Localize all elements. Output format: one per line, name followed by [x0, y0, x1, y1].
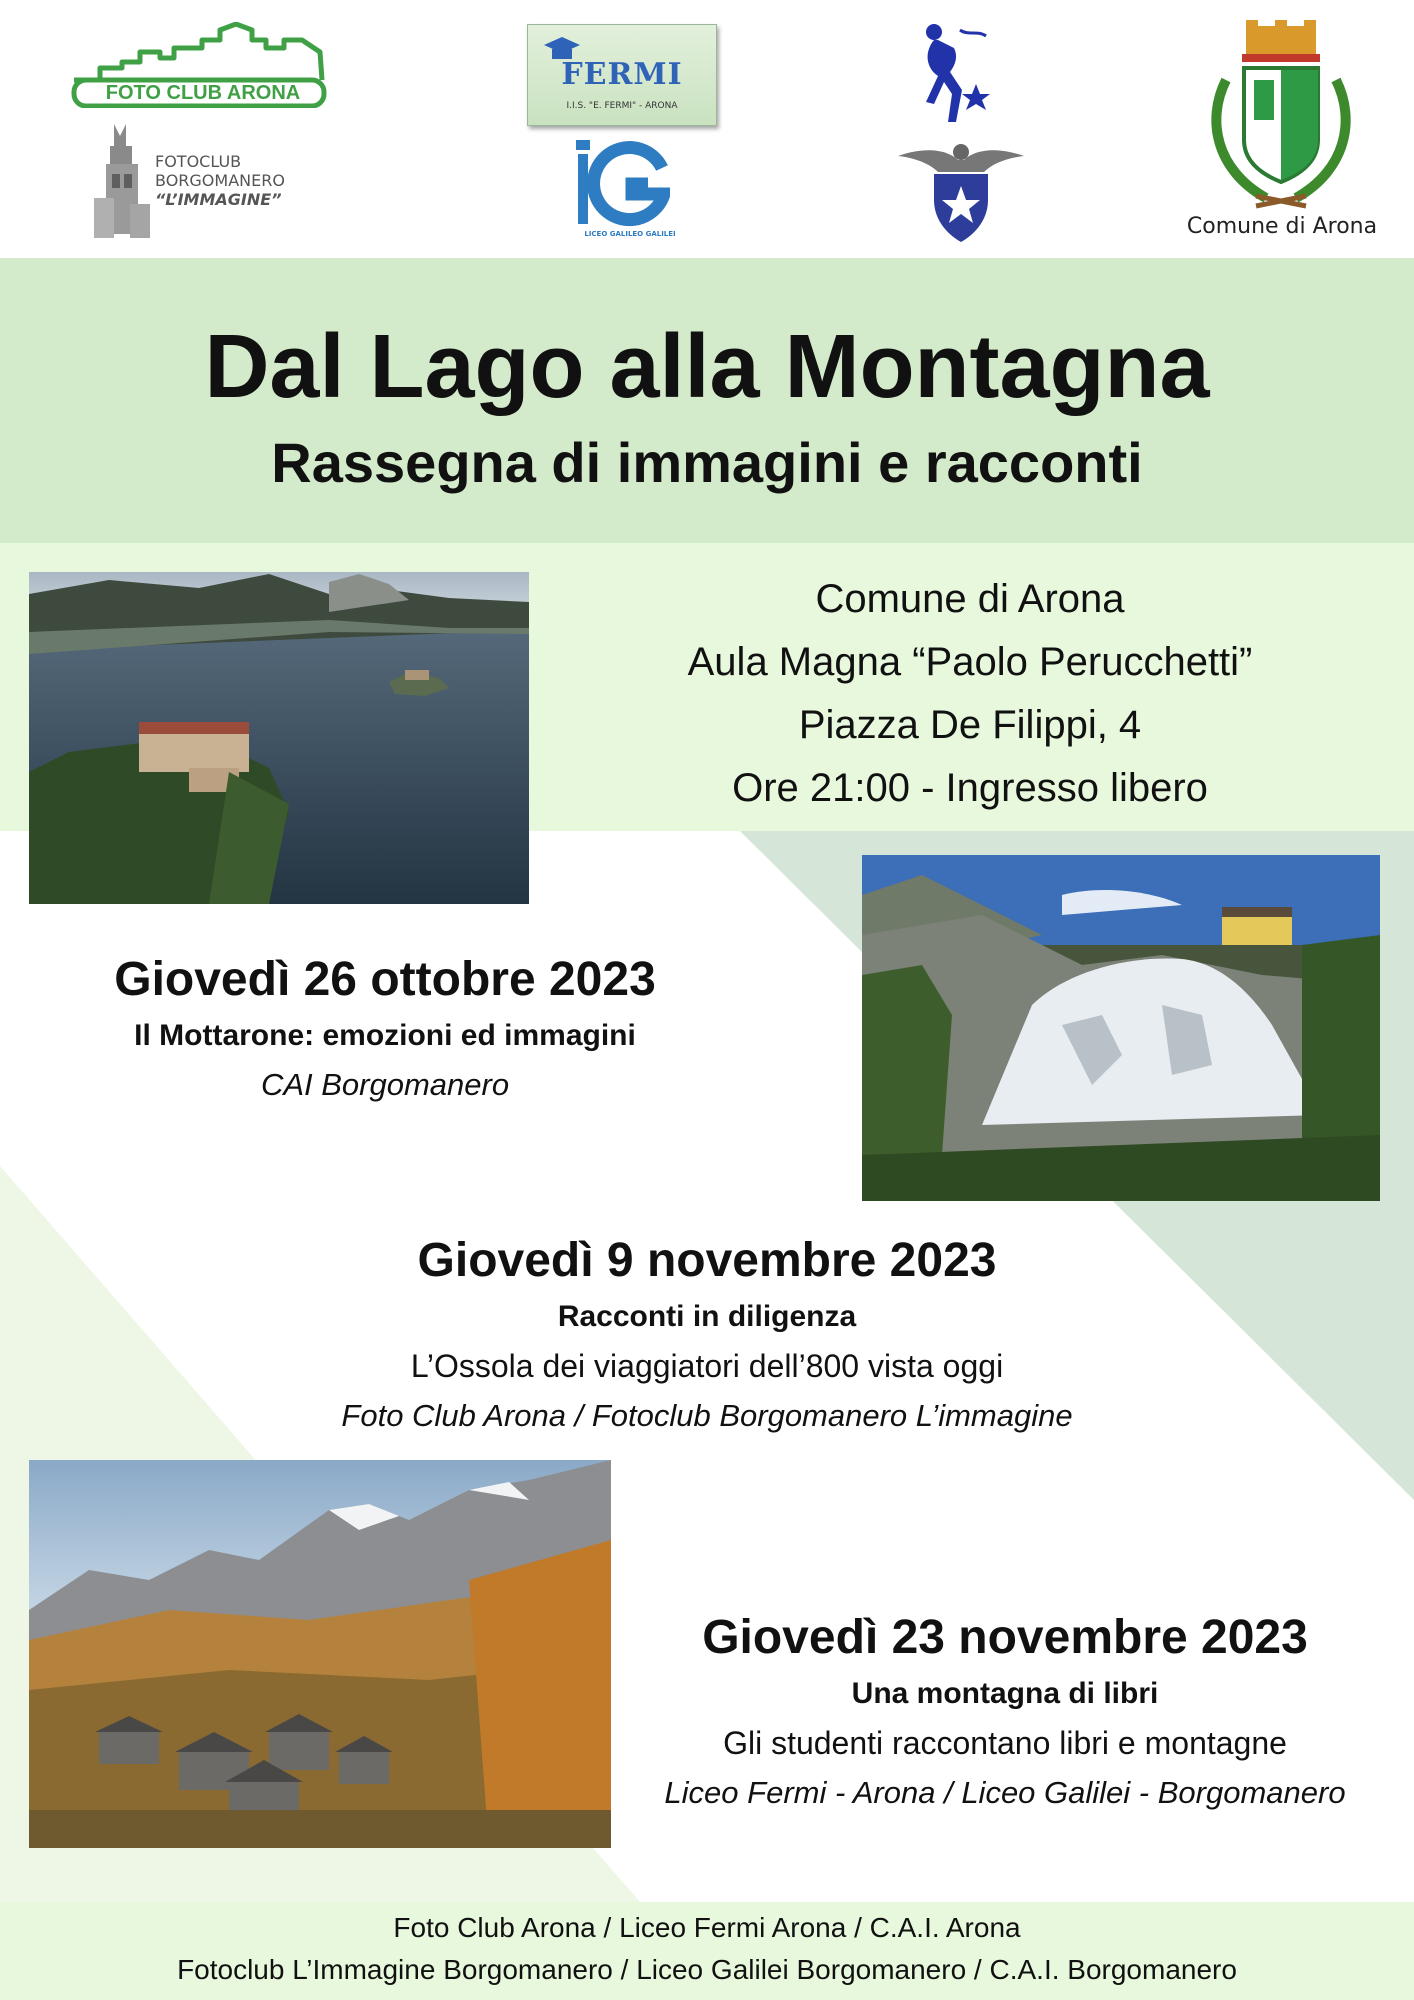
galileo-label: LICEO GALILEO GALILEI — [584, 230, 676, 238]
venue-hall: Aula Magna “Paolo Perucchetti” — [687, 640, 1253, 684]
event-title: Racconti in diligenza — [557, 1300, 857, 1333]
borgomanero-tower-icon — [90, 124, 152, 240]
waterfall-photo — [862, 855, 1380, 1201]
cai-hiker-icon — [908, 22, 998, 128]
event-title: Una montagna di libri — [851, 1677, 1159, 1710]
page-title: Dal Lago alla Montagna — [204, 317, 1210, 417]
cai-eagle-icon — [896, 138, 1026, 244]
event-organizer: Liceo Fermi - Arona / Liceo Galilei - Borgomanero — [664, 1775, 1346, 1810]
mountain-village-photo — [29, 1460, 611, 1848]
logo-row — [0, 0, 1414, 258]
event-title: Il Mottarone: emozioni ed immagini — [134, 1019, 636, 1052]
foto-club-arona-label: FOTO CLUB ARONA — [105, 82, 301, 104]
foto-club-arona-logo — [70, 22, 330, 108]
comune-label: Comune di Arona — [1186, 214, 1378, 239]
borgomanero-line2: BORGOMANERO — [155, 171, 285, 190]
footer-line-2: Fotoclub L’Immagine Borgomanero / Liceo Galilei Borgomanero / C.A.I. Borgomanero — [177, 1954, 1237, 1985]
event-date: Giovedì 26 ottobre 2023 — [114, 953, 656, 1006]
lake-island-photo — [29, 572, 529, 904]
comune-coat-of-arms-icon — [1196, 20, 1366, 216]
venue-city: Comune di Arona — [815, 577, 1125, 621]
event-date: Giovedì 9 novembre 2023 — [417, 1234, 997, 1287]
borgomanero-logo-text — [155, 152, 315, 209]
event-organizer: CAI Borgomanero — [260, 1067, 510, 1102]
borgomanero-line1: FOTOCLUB — [155, 152, 242, 171]
event-date: Giovedì 23 novembre 2023 — [702, 1611, 1308, 1664]
fermi-logo — [527, 24, 717, 126]
event-2 — [207, 1231, 1207, 1441]
venue-address: Piazza De Filippi, 4 — [798, 703, 1142, 747]
venue-info — [570, 568, 1370, 820]
event-3 — [630, 1608, 1380, 1818]
title-band — [0, 258, 1414, 543]
event-organizer: Foto Club Arona / Fotoclub Borgomanero L’immagine — [341, 1398, 1073, 1433]
footer — [0, 1902, 1414, 2000]
event-1 — [60, 950, 710, 1110]
fermi-title: FERMI — [561, 57, 683, 92]
footer-line-1: Foto Club Arona / Liceo Fermi Arona / C.A.I. Arona — [393, 1912, 1021, 1943]
event-description: Gli studenti raccontano libri e montagne — [723, 1725, 1287, 1761]
venue-time: Ore 21:00 - Ingresso libero — [732, 766, 1208, 810]
page-subtitle: Rassegna di immagini e racconti — [271, 431, 1143, 494]
borgomanero-line3: “L’IMMAGINE” — [155, 190, 282, 209]
fermi-subtitle: I.I.S. "E. FERMI" - ARONA — [566, 101, 678, 111]
event-description: L’Ossola dei viaggiatori dell’800 vista oggi — [410, 1348, 1004, 1384]
galileo-logo — [576, 138, 670, 232]
